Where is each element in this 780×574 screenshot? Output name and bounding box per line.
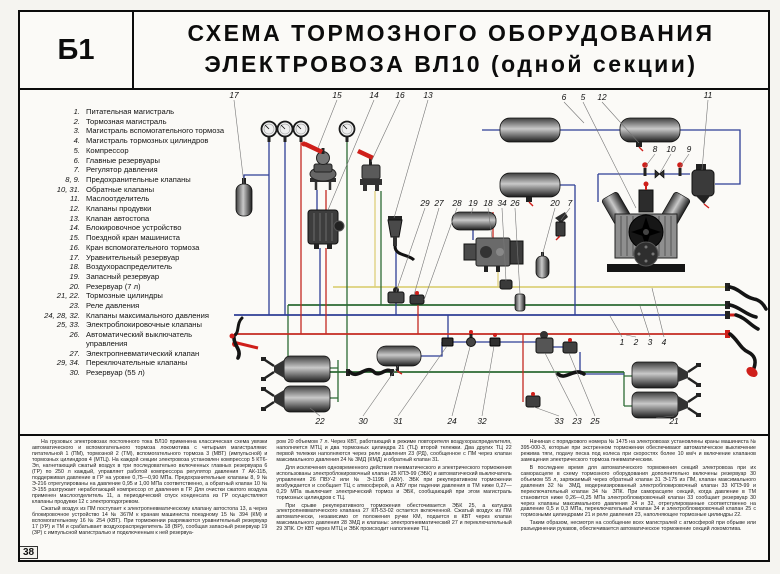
legend-item-label: Реле давления: [86, 301, 140, 311]
footer-column: [32, 440, 267, 560]
legend-item-label: Резервуар (7 л): [86, 281, 141, 291]
legend-item-number: 2.: [73, 116, 80, 126]
legend-item-number: 21, 22.: [56, 291, 80, 301]
legend-item: [24, 157, 228, 166]
legend-item-label: Резервуар (55 л): [86, 367, 145, 377]
legend-item-label: Компрессор: [86, 145, 129, 155]
legend-item-number: 17.: [69, 252, 80, 262]
diagram-callout: 13: [423, 90, 433, 100]
diagram-callout: 28: [452, 198, 462, 208]
callout-leader-line: [371, 100, 400, 162]
diagram-callout: 1: [619, 337, 625, 347]
legend-item: [24, 176, 228, 185]
legend-item-number: 1.: [73, 107, 80, 116]
diagram-callout: 34: [497, 198, 507, 208]
legend-item-label: Уравнительный резервуар: [86, 252, 180, 262]
legend-item-label: Главные резервуары: [86, 155, 160, 165]
legend-item: [24, 137, 228, 146]
legend-item-label: Автоматический выключатель управления: [86, 330, 193, 348]
legend-item-number: 15.: [69, 233, 80, 243]
legend-item-label: Переключательные клапаны: [86, 358, 188, 368]
diagram-callout: 22: [315, 416, 325, 426]
legend-item: [24, 273, 228, 282]
legend-item: [24, 234, 228, 243]
legend-item-label: Кран вспомогательного тормоза: [86, 242, 200, 252]
diagram-callout: 21: [669, 416, 679, 426]
legend-item-number: 16.: [69, 242, 80, 252]
legend-item-number: 20.: [69, 281, 80, 291]
diagram-callout: 5: [580, 92, 586, 102]
legend-item-label: Маслоотделитель: [86, 194, 150, 204]
diagram-callout: 19: [468, 198, 478, 208]
callout-leader-line: [660, 154, 671, 173]
callout-leader-line: [310, 408, 320, 416]
legend-item: [24, 292, 228, 301]
diagram-callout: 4: [661, 337, 667, 347]
callout-layer: [228, 90, 768, 434]
legend-item-number: 8, 9.: [65, 174, 80, 184]
callout-leader-line: [488, 208, 492, 238]
legend-list: [24, 108, 228, 379]
brake-schematic: [228, 90, 768, 434]
legend-item-number: 26.: [69, 330, 80, 340]
footer-columns: [32, 440, 756, 560]
callout-leader-line: [482, 346, 494, 416]
callout-leader-line: [515, 208, 520, 294]
callout-leader-line: [534, 407, 559, 416]
callout-leader-line: [610, 316, 622, 337]
legend-item: [24, 369, 228, 378]
diagram-callout: 26: [510, 198, 520, 208]
callout-leader-line: [680, 154, 689, 167]
footer-paragraph: Начиная с порядкового номера № 1475 на электровозах установлены краны машиниста № 395-000-3, которые при экстренном торможении обеспечивают автоматическое выключение режима тяги, подачу песка под колеса при скоростях более 10 км/ч и включение клапанов замещения электрического тормоза пневматическим.: [520, 439, 756, 463]
legend-item: [24, 108, 228, 117]
diagram-callout: 18: [483, 198, 493, 208]
page-number: 38: [20, 546, 38, 559]
diagram-callout: 6: [561, 92, 567, 102]
diagram-callout: 31: [393, 416, 403, 426]
legend-item-label: Поездной кран машиниста: [86, 233, 180, 243]
legend-item: [24, 350, 228, 359]
legend-item-number: 7.: [73, 165, 80, 175]
callout-leader-line: [363, 366, 398, 416]
legend-item: [24, 186, 228, 195]
diagram-callout: 30: [358, 416, 368, 426]
diagram-callout: 2: [633, 337, 639, 347]
callout-leader-line: [583, 102, 636, 208]
legend-item: [24, 263, 228, 272]
footer-paragraph: Сжатый воздух из ПМ поступает к электропневматическому клапану автостопа 13, а через блокировочное устройство 14 № 367М к кранам машиниста поездному 15 № 394 (КМ) и вспомогательному 16 № 254 (КВТ). При торможении разряжаются уравнительный резервуар 17 (УР) и ТМ и срабатывает воздухораспределитель 18 (ВР), сообщая запасный резервуар 19 (ЗР) с импульсной магистралью и подключенным к ней резервуа-: [32, 506, 268, 537]
diagram-callout: 12: [597, 92, 607, 102]
legend-item-number: 4.: [73, 136, 80, 146]
title-line-1: СХЕМА ТОРМОЗНОГО ОБОРУДОВАНИЯ: [187, 20, 715, 46]
callout-leader-line: [569, 353, 595, 416]
footer-text: [20, 434, 768, 560]
callout-leader-line: [318, 100, 337, 148]
legend-item: [24, 244, 228, 253]
footer-column: [521, 440, 756, 560]
callout-leader-line: [471, 208, 473, 214]
legend-item-number: 29, 34.: [56, 358, 80, 368]
legend-item-label: Регулятор давления: [86, 165, 158, 175]
callout-leader-line: [545, 353, 577, 416]
callout-leader-line: [424, 208, 457, 300]
legend-item-label: Обратные клапаны: [86, 184, 155, 194]
diagram-callout: 9: [686, 144, 692, 154]
legend-item-number: 13.: [69, 213, 80, 223]
legend-item: [24, 195, 228, 204]
poster-header: [20, 12, 768, 90]
diagram-callout: 8: [652, 144, 658, 154]
callout-leader-line: [452, 347, 470, 416]
legend-item-label: Клапан автостопа: [86, 213, 150, 223]
callout-leader-line: [602, 102, 639, 143]
diagram-callout: 10: [666, 144, 676, 154]
footer-paragraph: Таким образом, несмотря на сообщение всех магистралей с атмосферой при обрыве или разъединении рукавов, обеспечивается автоматическое торможение секций локомотива.: [520, 520, 756, 533]
diagram-callout: 16: [395, 90, 405, 100]
callout-leader-line: [542, 208, 555, 256]
legend-item-number: 27.: [69, 348, 80, 358]
footer-paragraph: При срыве рекуперативного торможения обесточивается ЭБК 25, а катушка электропневматического клапана 27 КП-53-02 остается включенной. Сжатый воздух из ПМ автоматически, независимо от положения ручки КМ, подается в КВТ через клапан максимального давления 28 ЗМД и клапаны: электропневматический 27 и переключательный 29 ЗПК. От КВТ через МТЦ и ЭБК происходит наполнение ТЦ.: [276, 502, 512, 533]
legend-item-number: 3.: [73, 126, 80, 136]
footer-paragraph: ром 20 объемом 7 л. Через КВТ, работающий в режиме повторителя воздухораспределителя, наполняется МТЦ и два тормозных цилиндра 21 (ТЦ) второй тележки. Два других ТЦ 22 первой тележки наполняются через реле давления 23 (РД), сообщенное с ПМ через клапан максимального давления 24 № ЗМД (КМД) и обратный клапан 31.: [276, 439, 512, 463]
legend-item-label: Воздухораспределитель: [86, 262, 173, 272]
diagram-callout: 25: [590, 416, 600, 426]
legend-item-number: 12.: [69, 204, 80, 214]
legend-item: [24, 359, 228, 368]
diagram-callout: 7: [567, 198, 573, 208]
legend-item-label: Электропневматический клапан: [86, 348, 200, 358]
legend-item: [24, 215, 228, 224]
legend-item: [24, 302, 228, 311]
legend-item-label: Тормозные цилиндры: [86, 291, 163, 301]
callout-leader-line: [328, 100, 374, 210]
diagram-callout: 29: [420, 198, 430, 208]
legend-item-number: 24, 28, 32.: [44, 310, 80, 320]
legend-item-number: 19.: [69, 271, 80, 281]
footer-paragraph: На грузовых электровозах постоянного тока ВЛ10 применена классическая схема увязки автоматического и вспомогательного тормоза локомотива с четырьмя магистралями: питательной 1 (ПМ), тормозной 2 (ТМ), вспомогательного тормоза 3 (МВТ) (импульсной) и тормозных цилиндров 4 (МТЦ). На каждой секции электровоза установлен компрессор 5 КТ6-Эл, нагнетающий сжатый воздух в три последовательно включенных главных резервуара 6 (ГР) по 250 л каждый, управляет работой компрессора регулятор давления 7 АК-11Б, поддерживая давление в ГР на уровне 0,75—0,90 МПа. Предохранительные клапаны 8, 9 № Э-216 отрегулированы на давление 0,95 и 1,00 МПа соответственно, а обратный клапан 10 № Э-155 разгружает неработающий компрессор от давления в ГР. Для очистки сжатого воздуха применен маслоотделитель 11, а периодический спуск конденсата из ГР осуществляют клапаны продувки 12 с электроподогревом.: [32, 439, 268, 505]
legend-item-label: Блокировочное устройство: [86, 223, 182, 233]
legend-item-number: 18.: [69, 262, 80, 272]
legend-item: [24, 147, 228, 156]
legend-item-label: Клапаны максимального давления: [86, 310, 209, 320]
callout-leader-line: [234, 100, 244, 184]
callout-leader-line: [702, 100, 708, 170]
legend-item: [24, 283, 228, 292]
callout-leader-line: [561, 208, 570, 220]
diagram-callout: 11: [703, 90, 713, 100]
callout-leader-line: [396, 208, 425, 292]
legend-item: [24, 224, 228, 233]
legend-item-label: Запасный резервуар: [86, 271, 160, 281]
title-line-2: ЭЛЕКТРОВОЗА ВЛ10 (одной секции): [204, 51, 698, 77]
legend-item-label: Магистраль тормозных цилиндров: [86, 136, 209, 146]
legend-item-label: Предохранительные клапаны: [86, 174, 191, 184]
legend-item-label: Магистраль вспомогательного тормоза: [86, 126, 225, 136]
sheet-code: Б1: [20, 12, 134, 88]
diagram-callout: 32: [477, 416, 487, 426]
legend-item-label: Питательная магистраль: [86, 107, 175, 116]
legend-item-number: 30.: [69, 367, 80, 377]
diagram-callout: 20: [550, 198, 560, 208]
callout-leader-line: [564, 102, 584, 123]
callout-leader-line: [398, 346, 447, 416]
diagram-callout: 3: [647, 337, 653, 347]
legend-item: [24, 205, 228, 214]
diagram-callout: 23: [572, 416, 582, 426]
callout-leader-line: [414, 208, 439, 295]
legend-item: [24, 166, 228, 175]
legend-item-number: 6.: [73, 155, 80, 165]
diagram-callout: 14: [369, 90, 379, 100]
legend-item: [24, 331, 228, 348]
callout-leader-line: [645, 154, 655, 167]
diagram-callout: 24: [447, 416, 457, 426]
callout-leader-line: [652, 288, 664, 337]
diagram-callout: 27: [434, 198, 444, 208]
callout-leader-line: [502, 208, 506, 281]
legend-item-label: Электроблокировочные клапаны: [86, 320, 202, 330]
legend-item: [24, 321, 228, 330]
legend-item: [24, 254, 228, 263]
legend-item-number: 5.: [73, 145, 80, 155]
legend-item: [24, 312, 228, 321]
legend-item-label: Клапаны продувки: [86, 204, 152, 214]
legend-item-label: Тормозная магистраль: [86, 116, 167, 126]
legend-item: [24, 118, 228, 127]
legend-item: [24, 127, 228, 136]
footer-column: [276, 440, 511, 560]
legend-item-number: 23.: [69, 301, 80, 311]
legend-item-number: 14.: [69, 223, 80, 233]
legend-item-number: 11.: [70, 194, 80, 204]
footer-paragraph: В последнее время для автоматического торможения секций электровоза при их саморасцепе в схему тормозного оборудования дополнительно включены резервуар 30 объемом 55 л, заряжаемый через обратный клапан 31 Э-175 из ПМ, клапан максимального давления 32 № ЗМД, модернизированный электроблокировочный клапан 33 КПЭ-99 и переключательный клапан 34 № ЗПК. При саморасцепе секций, когда давление в ТМ становится ниже 0,26—0,25 МПа электроблокировочный клапан 33 сообщает резервуар 30 через клапаны максимального давления 24 и 32, отрегулированные соответственно на давление 0,5 и 0,3 МПа, переключательный клапан 34 и электроблокировочный клапан 25 с тормозными цилиндрами 21 и реле давления 23, наполняющее тормозные цилиндры 22.: [520, 464, 756, 519]
diagram-callout: 15: [332, 90, 342, 100]
poster-title: [134, 12, 768, 88]
legend-item-number: 25, 33.: [56, 320, 80, 330]
poster-frame: [18, 10, 770, 562]
callout-leader-line: [640, 306, 650, 337]
legend-item-number: 10, 31.: [56, 184, 80, 194]
diagram-callout: 17: [229, 90, 239, 100]
diagram-callout: 33: [554, 416, 564, 426]
footer-paragraph: Для исключения одновременного действия пневматического и электрического торможения использованы электроблокировочный клапан 25 КПЭ-99 (ЭБК) и автоматический выключатель управления 26 ПВУ-2 или № Э-119Б (АВУ). ЭБК при рекуперативном торможении возбуждается и сообщает ТЦ с атмосферой, а АВУ при падении давления в ТМ ниже 0,27—0,29 МПа выключает электрический тормоз и ЭБК, сообщающий при этом магистраль тормозных цилиндров с ТЦ.: [276, 464, 512, 501]
